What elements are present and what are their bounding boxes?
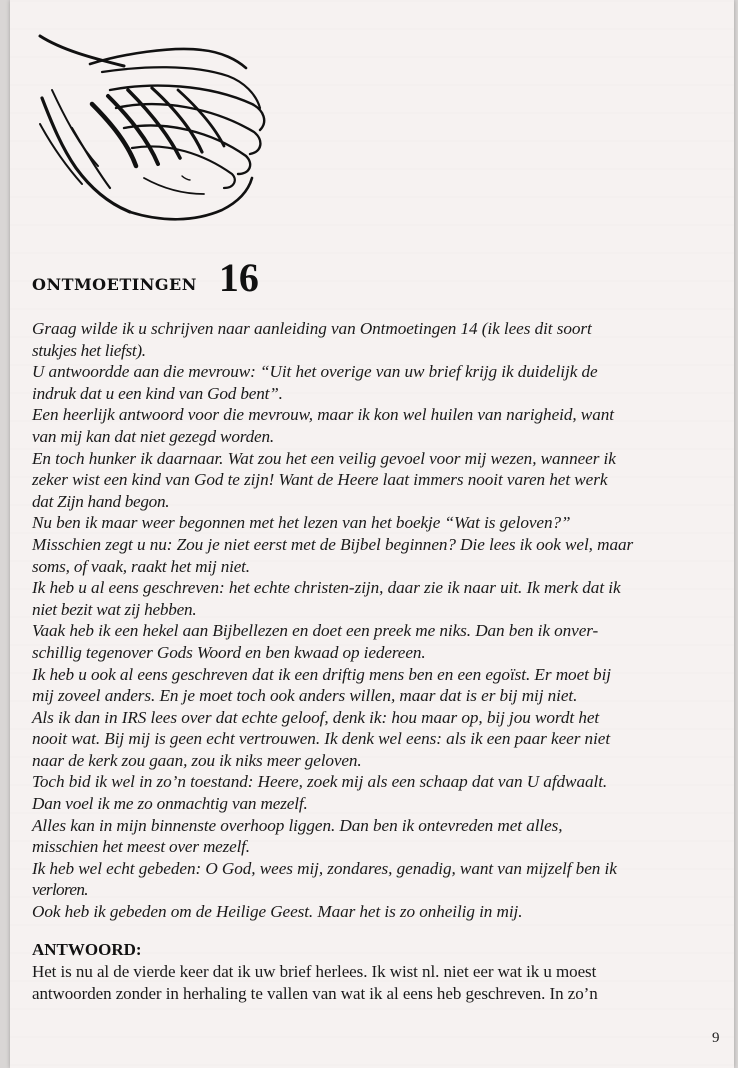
letter-line: mij zoveel anders. En je moet toch ook anders willen, maar dat is er bij mij niet. — [32, 686, 578, 706]
letter-line: Ik heb wel echt gebeden: O God, wees mij, zondares, genadig, want van mijzelf ben ik — [32, 858, 617, 878]
answer-line: Het is nu al de vierde keer dat ik uw brief herlees. Ik wist nl. niet eer wat ik u moest — [32, 962, 597, 981]
letter-line: Misschien zegt u nu: Zou je niet eerst met de Bijbel beginnen? Die lees ik ook wel, maar — [32, 534, 634, 554]
letter-line: Dan voel ik me zo onmachtig van mezelf. — [32, 794, 308, 814]
letter-line: van mij kan dat niet gezegd worden. — [32, 426, 275, 446]
page-number: 9 — [712, 1030, 720, 1046]
section-label: ONTMOETINGEN — [32, 275, 197, 294]
letter-line: En toch hunker ik daarnaar. Wat zou het een veilig gevoel voor mij wezen, wanneer ik — [32, 448, 616, 468]
letter-line: naar de kerk zou gaan, zou ik niks meer geloven. — [32, 750, 362, 770]
letter-line: schillig tegenover Gods Woord en ben kwaad op iedereen. — [32, 642, 426, 662]
letter-line: U antwoordde aan die mevrouw: “Uit het overige van uw brief krijg ik duidelijk de — [32, 362, 598, 382]
letter-line: Toch bid ik wel in zo’n toestand: Heere, zoek mij als een schaap dat van U afdwaalt. — [32, 772, 608, 792]
magazine-page — [10, 0, 734, 1068]
letter-line: nooit wat. Bij mij is geen echt vertrouwen. Ik denk wel eens: als ik een paar keer niet — [32, 729, 611, 749]
reader-letter — [32, 318, 734, 923]
letter-line: Vaak heb ik een hekel aan Bijbellezen en doet een preek me niks. Dan ben ik onver- — [32, 621, 599, 641]
section-heading — [32, 255, 259, 300]
letter-line: niet bezit wat zij hebben. — [32, 599, 197, 619]
praying-hands-illustration — [32, 28, 272, 238]
answer-line: antwoorden zonder in herhaling te vallen van wat ik al eens heb geschreven. In zo’n — [32, 983, 598, 1003]
letter-line: Ik heb u al eens geschreven: het echte christen-zijn, daar zie ik naar uit. Ik merk dat ik — [32, 578, 621, 598]
letter-line: soms, of vaak, raakt het mij niet. — [32, 556, 250, 576]
letter-line: Nu ben ik maar weer begonnen met het lezen van het boekje “Wat is geloven?” — [32, 513, 571, 533]
letter-line: indruk dat u een kind van God bent”. — [32, 383, 283, 403]
letter-line: Een heerlijk antwoord voor die mevrouw, maar ik kon wel huilen van narigheid, want — [32, 405, 614, 425]
letter-line: dat Zijn hand begon. — [32, 491, 170, 511]
letter-line: Ook heb ik gebeden om de Heilige Geest. Maar het is zo onheilig in mij. — [32, 902, 523, 922]
letter-line: Alles kan in mijn binnenste overhoop liggen. Dan ben ik ontevreden met alles, — [32, 815, 563, 835]
letter-line: verloren. — [32, 880, 88, 900]
letter-line: Graag wilde ik u schrijven naar aanleiding van Ontmoetingen 14 (ik lees dit soort — [32, 319, 592, 338]
letter-line: Als ik dan in IRS lees over dat echte geloof, denk ik: hou maar op, bij jou wordt het — [32, 707, 600, 727]
letter-line: misschien het meest over mezelf. — [32, 837, 250, 857]
section-number: 16 — [218, 255, 259, 300]
letter-line: Ik heb u ook al eens geschreven dat ik een driftig mens ben en een egoïst. Er moet bij — [32, 664, 611, 684]
letter-line: zeker wist een kind van God te zijn! Want de Heere laat immers nooit varen het werk — [32, 470, 608, 490]
letter-line: stukjes het liefst). — [32, 340, 146, 360]
answer-heading: ANTWOORD: — [32, 940, 142, 959]
answer-body — [32, 961, 734, 1004]
